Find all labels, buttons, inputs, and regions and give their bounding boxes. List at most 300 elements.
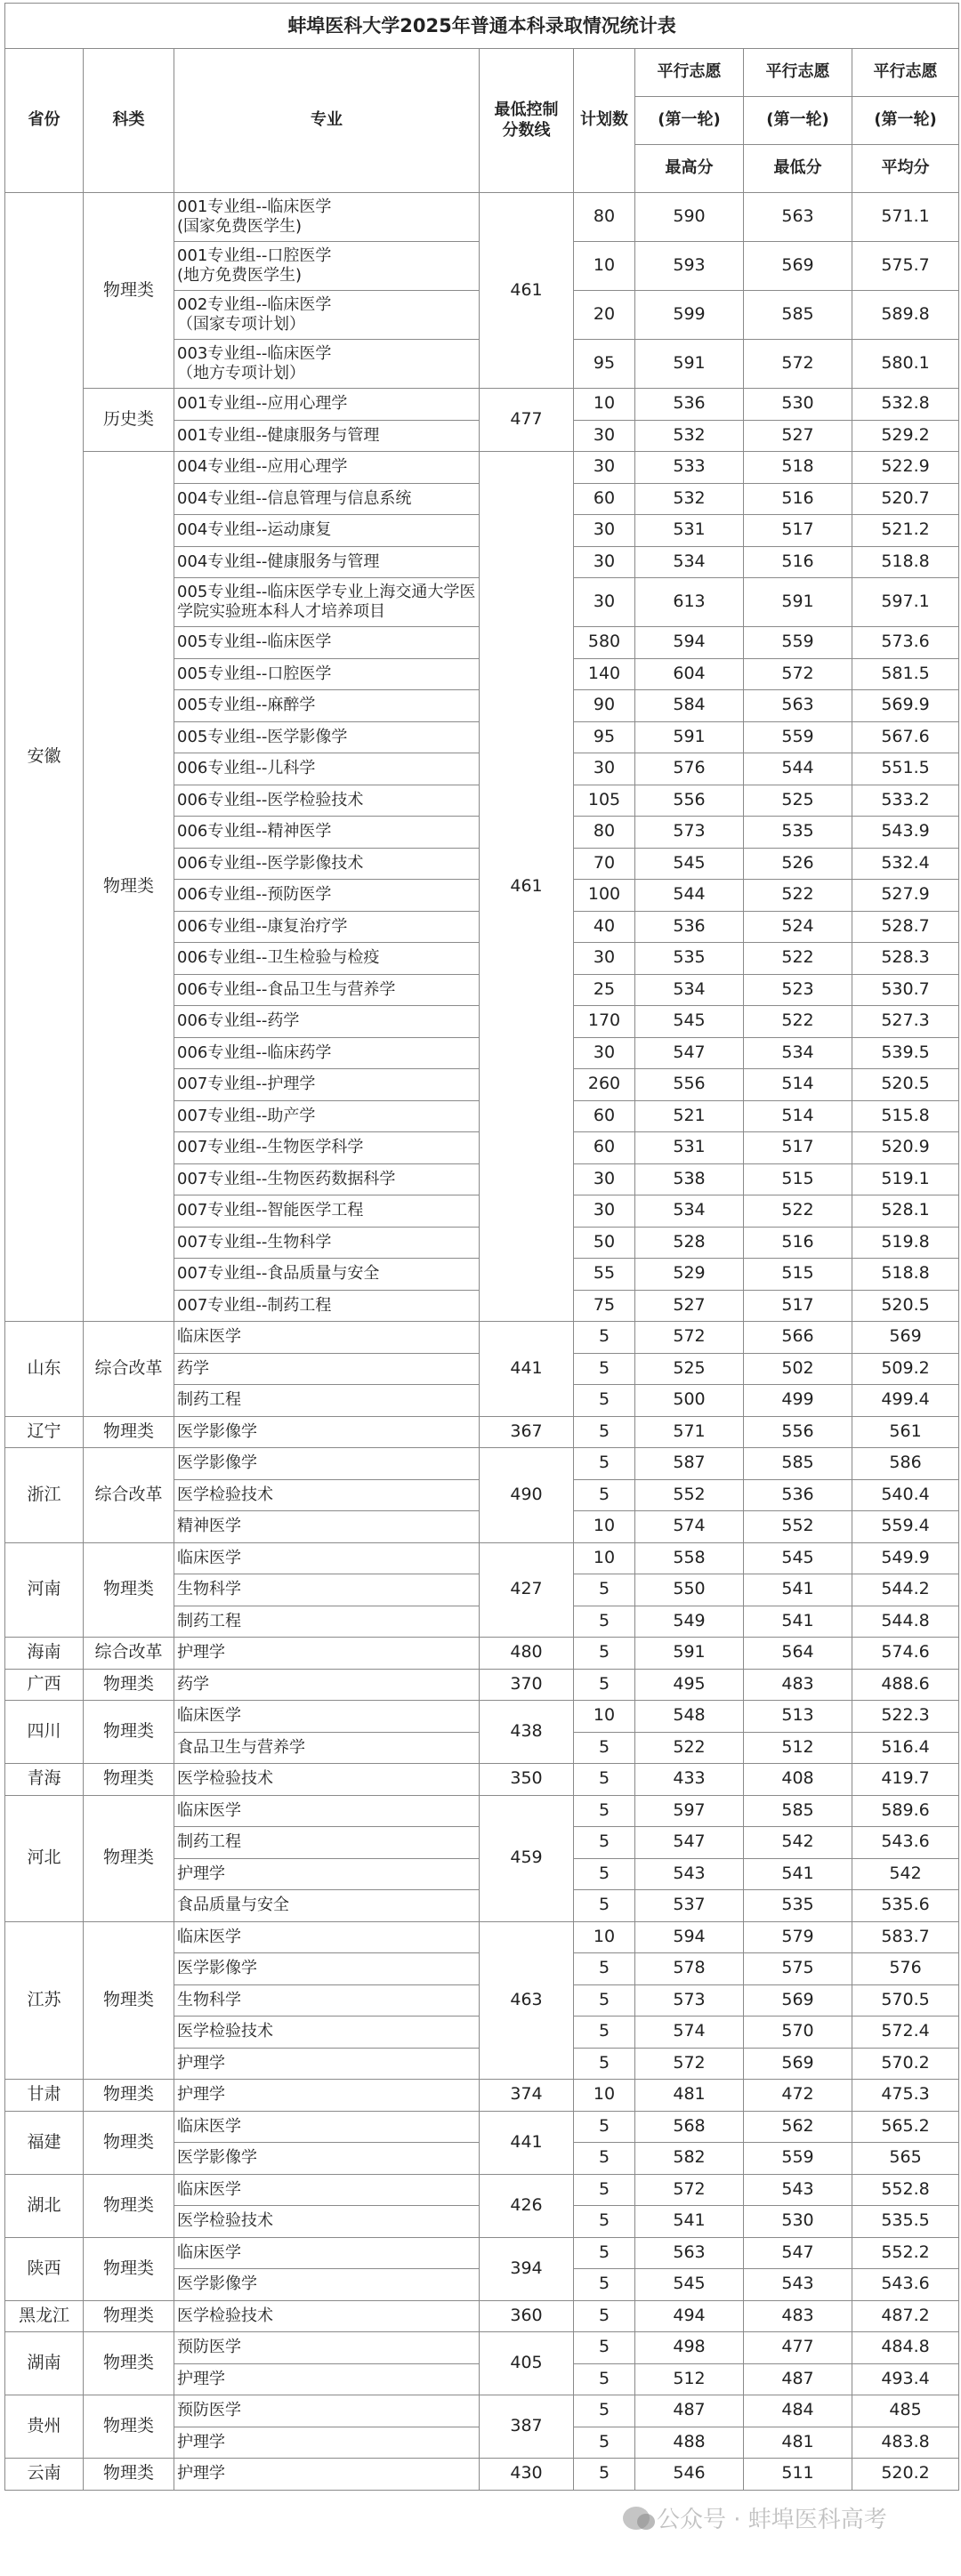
avg-score-cell: 549.9: [852, 1542, 959, 1574]
table-row: [5, 389, 959, 421]
control-line-cell: 490: [480, 1448, 574, 1543]
table-row: [5, 2111, 959, 2143]
plan-cell: 10: [574, 389, 635, 421]
major-cell: 007专业组--护理学: [174, 1069, 480, 1101]
max-score-cell: 547: [635, 1827, 744, 1859]
major-cell: 生物科学: [174, 1574, 480, 1606]
plan-cell: 60: [574, 1132, 635, 1164]
max-score-cell: 500: [635, 1385, 744, 1417]
avg-score-cell: 572.4: [852, 2017, 959, 2049]
min-score-cell: 559: [744, 627, 852, 659]
min-score-cell: 526: [744, 848, 852, 880]
major-cell: 医学检验技术: [174, 1764, 480, 1796]
major-cell: 临床医学: [174, 2174, 480, 2206]
plan-cell: 5: [574, 1606, 635, 1638]
plan-cell: 5: [574, 2143, 635, 2175]
avg-score-cell: 571.1: [852, 193, 959, 242]
admission-statistics-table: [4, 3, 959, 2491]
major-cell: 制药工程: [174, 1606, 480, 1638]
min-score-cell: 483: [744, 2300, 852, 2332]
min-score-cell: 563: [744, 690, 852, 722]
table-row: [5, 1669, 959, 1701]
province-cell: 甘肃: [5, 2080, 84, 2112]
min-score-cell: 522: [744, 1195, 852, 1228]
control-line-cell: 360: [480, 2300, 574, 2332]
plan-cell: 55: [574, 1259, 635, 1291]
avg-score-cell: 520.9: [852, 1132, 959, 1164]
major-cell: 007专业组--生物医学科学: [174, 1132, 480, 1164]
max-score-cell: 548: [635, 1701, 744, 1733]
max-score-cell: 533: [635, 452, 744, 484]
avg-score-cell: 520.5: [852, 1290, 959, 1322]
max-score-cell: 578: [635, 1953, 744, 1985]
avg-score-cell: 528.1: [852, 1195, 959, 1228]
max-score-cell: 522: [635, 1732, 744, 1764]
min-score-cell: 585: [744, 291, 852, 340]
min-score-cell: 579: [744, 1921, 852, 1953]
major-cell: 临床医学: [174, 1701, 480, 1733]
plan-cell: 30: [574, 1037, 635, 1069]
plan-cell: 30: [574, 515, 635, 547]
major-cell: 药学: [174, 1669, 480, 1701]
plan-cell: 5: [574, 1385, 635, 1417]
plan-cell: 5: [574, 2237, 635, 2269]
major-cell: 002专业组--临床医学 （国家专项计划）: [174, 291, 480, 340]
min-score-cell: 518: [744, 452, 852, 484]
max-score-cell: 604: [635, 658, 744, 690]
major-cell: 医学影像学: [174, 2143, 480, 2175]
min-score-cell: 522: [744, 943, 852, 975]
max-score-cell: 531: [635, 515, 744, 547]
avg-score-cell: 520.7: [852, 483, 959, 515]
category-cell: 历史类: [84, 389, 174, 452]
major-cell: 护理学: [174, 2427, 480, 2459]
control-line-cell: 426: [480, 2174, 574, 2237]
control-line-cell: 441: [480, 2111, 574, 2174]
control-line-cell: 367: [480, 1416, 574, 1448]
major-cell: 食品质量与安全: [174, 1890, 480, 1922]
control-line-cell: 374: [480, 2080, 574, 2112]
avg-score-cell: 552.2: [852, 2237, 959, 2269]
plan-cell: 30: [574, 1163, 635, 1195]
plan-cell: 30: [574, 452, 635, 484]
min-score-cell: 566: [744, 1322, 852, 1354]
avg-score-cell: 532.4: [852, 848, 959, 880]
max-score-cell: 591: [635, 340, 744, 389]
avg-score-cell: 551.5: [852, 753, 959, 785]
max-score-cell: 572: [635, 2048, 744, 2080]
avg-score-cell: 535.5: [852, 2206, 959, 2238]
max-score-cell: 525: [635, 1353, 744, 1385]
table-row: [5, 1921, 959, 1953]
min-score-cell: 535: [744, 817, 852, 849]
max-score-cell: 534: [635, 1195, 744, 1228]
max-score-cell: 531: [635, 1132, 744, 1164]
watermark: [623, 2501, 887, 2534]
avg-score-cell: 565: [852, 2143, 959, 2175]
control-line-cell: 438: [480, 1701, 574, 1764]
min-score-cell: 524: [744, 911, 852, 943]
header-control-line: 最低控制 分数线: [480, 49, 574, 193]
max-score-cell: 537: [635, 1890, 744, 1922]
min-score-cell: 530: [744, 2206, 852, 2238]
max-score-cell: 545: [635, 2269, 744, 2301]
plan-cell: 80: [574, 193, 635, 242]
avg-score-cell: 542: [852, 1858, 959, 1890]
max-score-cell: 558: [635, 1542, 744, 1574]
min-score-cell: 585: [744, 1795, 852, 1827]
major-cell: 临床医学: [174, 1921, 480, 1953]
min-score-cell: 516: [744, 483, 852, 515]
plan-cell: 5: [574, 1669, 635, 1701]
major-cell: 005专业组--医学影像学: [174, 721, 480, 753]
min-score-cell: 522: [744, 880, 852, 912]
max-score-cell: 536: [635, 389, 744, 421]
avg-score-cell: 484.8: [852, 2332, 959, 2364]
control-line-cell: 480: [480, 1638, 574, 1670]
min-score-cell: 502: [744, 1353, 852, 1385]
plan-cell: 30: [574, 753, 635, 785]
plan-cell: 25: [574, 974, 635, 1006]
max-score-cell: 535: [635, 943, 744, 975]
province-cell: 黑龙江: [5, 2300, 84, 2332]
major-cell: 006专业组--食品卫生与营养学: [174, 974, 480, 1006]
max-score-cell: 572: [635, 2174, 744, 2206]
avg-score-cell: 483.8: [852, 2427, 959, 2459]
province-cell: 湖北: [5, 2174, 84, 2237]
avg-score-cell: 485: [852, 2395, 959, 2427]
max-score-cell: 433: [635, 1764, 744, 1796]
min-score-cell: 516: [744, 546, 852, 578]
table-row: [5, 2395, 959, 2427]
plan-cell: 5: [574, 2459, 635, 2491]
avg-score-cell: 543.6: [852, 2269, 959, 2301]
plan-cell: 95: [574, 721, 635, 753]
avg-score-cell: 597.1: [852, 578, 959, 627]
major-cell: 006专业组--医学影像技术: [174, 848, 480, 880]
header-category: 科类: [84, 49, 174, 193]
max-score-cell: 538: [635, 1163, 744, 1195]
min-score-cell: 517: [744, 1290, 852, 1322]
header-min: 最低分: [744, 145, 852, 193]
major-cell: 食品卫生与营养学: [174, 1732, 480, 1764]
avg-score-cell: 519.8: [852, 1227, 959, 1259]
plan-cell: 5: [574, 2206, 635, 2238]
avg-score-cell: 493.4: [852, 2363, 959, 2395]
header-round-min: 平行志愿: [744, 49, 852, 97]
max-score-cell: 549: [635, 1606, 744, 1638]
avg-score-cell: 521.2: [852, 515, 959, 547]
min-score-cell: 484: [744, 2395, 852, 2427]
category-cell: 综合改革: [84, 1448, 174, 1543]
header-sub-max: (第一轮): [635, 97, 744, 145]
major-cell: 006专业组--康复治疗学: [174, 911, 480, 943]
category-cell: 物理类: [84, 1542, 174, 1638]
min-score-cell: 487: [744, 2363, 852, 2395]
max-score-cell: 481: [635, 2080, 744, 2112]
min-score-cell: 514: [744, 1100, 852, 1132]
control-line-cell: 350: [480, 1764, 574, 1796]
province-cell: 四川: [5, 1701, 84, 1764]
plan-cell: 5: [574, 1448, 635, 1480]
major-cell: 护理学: [174, 2080, 480, 2112]
control-line-cell: 441: [480, 1322, 574, 1417]
table-row: [5, 2080, 959, 2112]
avg-score-cell: 576: [852, 1953, 959, 1985]
plan-cell: 5: [574, 1638, 635, 1670]
table-row: [5, 1542, 959, 1574]
avg-score-cell: 509.2: [852, 1353, 959, 1385]
max-score-cell: 563: [635, 2237, 744, 2269]
avg-score-cell: 561: [852, 1416, 959, 1448]
major-cell: 003专业组--临床医学 （地方专项计划）: [174, 340, 480, 389]
plan-cell: 5: [574, 1858, 635, 1890]
max-score-cell: 545: [635, 1006, 744, 1038]
control-line-cell: 477: [480, 389, 574, 452]
plan-cell: 10: [574, 1701, 635, 1733]
plan-cell: 5: [574, 2363, 635, 2395]
category-cell: 综合改革: [84, 1322, 174, 1417]
plan-cell: 5: [574, 2017, 635, 2049]
avg-score-cell: 519.1: [852, 1163, 959, 1195]
plan-cell: 75: [574, 1290, 635, 1322]
avg-score-cell: 567.6: [852, 721, 959, 753]
major-cell: 临床医学: [174, 2237, 480, 2269]
plan-cell: 5: [574, 2111, 635, 2143]
plan-cell: 260: [574, 1069, 635, 1101]
max-score-cell: 487: [635, 2395, 744, 2427]
avg-score-cell: 528.3: [852, 943, 959, 975]
min-score-cell: 591: [744, 578, 852, 627]
avg-score-cell: 527.3: [852, 1006, 959, 1038]
major-cell: 007专业组--制药工程: [174, 1290, 480, 1322]
min-score-cell: 477: [744, 2332, 852, 2364]
major-cell: 006专业组--预防医学: [174, 880, 480, 912]
min-score-cell: 556: [744, 1416, 852, 1448]
min-score-cell: 543: [744, 2269, 852, 2301]
avg-score-cell: 419.7: [852, 1764, 959, 1796]
table-title: 蚌埠医科大学2025年普通本科录取情况统计表: [5, 4, 959, 49]
table-row: [5, 2174, 959, 2206]
province-cell: 海南: [5, 1638, 84, 1670]
plan-cell: 5: [574, 1953, 635, 1985]
max-score-cell: 552: [635, 1479, 744, 1511]
max-score-cell: 498: [635, 2332, 744, 2364]
watermark-text: 公众号 · 蚌埠医科高考: [657, 2507, 887, 2533]
major-cell: 精神医学: [174, 1511, 480, 1543]
category-cell: 物理类: [84, 2174, 174, 2237]
max-score-cell: 573: [635, 817, 744, 849]
major-cell: 006专业组--临床药学: [174, 1037, 480, 1069]
plan-cell: 5: [574, 1574, 635, 1606]
min-score-cell: 481: [744, 2427, 852, 2459]
max-score-cell: 594: [635, 627, 744, 659]
province-cell: 云南: [5, 2459, 84, 2491]
max-score-cell: 591: [635, 1638, 744, 1670]
province-cell: 贵州: [5, 2395, 84, 2459]
province-cell: 辽宁: [5, 1416, 84, 1448]
province-cell: 河北: [5, 1795, 84, 1921]
major-cell: 001专业组--应用心理学: [174, 389, 480, 421]
category-cell: 物理类: [84, 1795, 174, 1921]
min-score-cell: 585: [744, 1448, 852, 1480]
province-cell: 福建: [5, 2111, 84, 2174]
major-cell: 005专业组--临床医学专业上海交通大学医学院实验班本科人才培养项目: [174, 578, 480, 627]
plan-cell: 40: [574, 911, 635, 943]
max-score-cell: 529: [635, 1259, 744, 1291]
avg-score-cell: 559.4: [852, 1511, 959, 1543]
table-row: [5, 193, 959, 242]
avg-score-cell: 586: [852, 1448, 959, 1480]
province-cell: 湖南: [5, 2332, 84, 2395]
table-row: [5, 2237, 959, 2269]
avg-score-cell: 575.7: [852, 242, 959, 291]
province-cell: 广西: [5, 1669, 84, 1701]
min-score-cell: 534: [744, 1037, 852, 1069]
avg-score-cell: 573.6: [852, 627, 959, 659]
max-score-cell: 571: [635, 1416, 744, 1448]
avg-score-cell: 499.4: [852, 1385, 959, 1417]
min-score-cell: 514: [744, 1069, 852, 1101]
major-cell: 医学影像学: [174, 1448, 480, 1480]
header-major: 专业: [174, 49, 480, 193]
max-score-cell: 574: [635, 2017, 744, 2049]
avg-score-cell: 569: [852, 1322, 959, 1354]
avg-score-cell: 522.9: [852, 452, 959, 484]
major-cell: 004专业组--应用心理学: [174, 452, 480, 484]
plan-cell: 170: [574, 1006, 635, 1038]
table-row: [5, 1795, 959, 1827]
avg-score-cell: 518.8: [852, 1259, 959, 1291]
avg-score-cell: 540.4: [852, 1479, 959, 1511]
max-score-cell: 590: [635, 193, 744, 242]
plan-cell: 30: [574, 420, 635, 452]
major-cell: 004专业组--运动康复: [174, 515, 480, 547]
plan-cell: 5: [574, 2048, 635, 2080]
category-cell: 物理类: [84, 1416, 174, 1448]
min-score-cell: 511: [744, 2459, 852, 2491]
major-cell: 护理学: [174, 2459, 480, 2491]
table-row: [5, 1322, 959, 1354]
plan-cell: 30: [574, 1195, 635, 1228]
plan-cell: 5: [574, 1732, 635, 1764]
max-score-cell: 594: [635, 1921, 744, 1953]
plan-cell: 580: [574, 627, 635, 659]
header-max: 最高分: [635, 145, 744, 193]
max-score-cell: 536: [635, 911, 744, 943]
avg-score-cell: 574.6: [852, 1638, 959, 1670]
max-score-cell: 543: [635, 1858, 744, 1890]
plan-cell: 5: [574, 1479, 635, 1511]
category-cell: 物理类: [84, 2332, 174, 2395]
wechat-icon: [623, 2507, 650, 2530]
major-cell: 预防医学: [174, 2332, 480, 2364]
max-score-cell: 597: [635, 1795, 744, 1827]
max-score-cell: 546: [635, 2459, 744, 2491]
avg-score-cell: 589.6: [852, 1795, 959, 1827]
max-score-cell: 572: [635, 1322, 744, 1354]
min-score-cell: 545: [744, 1542, 852, 1574]
max-score-cell: 545: [635, 848, 744, 880]
control-line-cell: 427: [480, 1542, 574, 1638]
min-score-cell: 517: [744, 1132, 852, 1164]
avg-score-cell: 589.8: [852, 291, 959, 340]
max-score-cell: 547: [635, 1037, 744, 1069]
avg-score-cell: 543.6: [852, 1827, 959, 1859]
category-cell: 物理类: [84, 2237, 174, 2300]
min-score-cell: 515: [744, 1259, 852, 1291]
major-cell: 生物科学: [174, 1984, 480, 2017]
category-cell: 物理类: [84, 2111, 174, 2174]
major-cell: 护理学: [174, 2048, 480, 2080]
province-cell: 山东: [5, 1322, 84, 1417]
category-cell: 物理类: [84, 1921, 174, 2080]
category-cell: 物理类: [84, 2300, 174, 2332]
plan-cell: 10: [574, 242, 635, 291]
major-cell: 医学检验技术: [174, 2206, 480, 2238]
major-cell: 制药工程: [174, 1385, 480, 1417]
table-body: [5, 193, 959, 2491]
min-score-cell: 499: [744, 1385, 852, 1417]
max-score-cell: 556: [635, 785, 744, 817]
plan-cell: 5: [574, 2332, 635, 2364]
major-cell: 004专业组--信息管理与信息系统: [174, 483, 480, 515]
avg-score-cell: 487.2: [852, 2300, 959, 2332]
province-cell: 浙江: [5, 1448, 84, 1543]
header-plan: 计划数: [574, 49, 635, 193]
min-score-cell: 522: [744, 1006, 852, 1038]
plan-cell: 90: [574, 690, 635, 722]
control-line-cell: 461: [480, 193, 574, 389]
category-cell: 物理类: [84, 2395, 174, 2459]
plan-cell: 5: [574, 1353, 635, 1385]
min-score-cell: 527: [744, 420, 852, 452]
min-score-cell: 483: [744, 1669, 852, 1701]
category-cell: 物理类: [84, 2080, 174, 2112]
plan-cell: 5: [574, 2269, 635, 2301]
avg-score-cell: 539.5: [852, 1037, 959, 1069]
major-cell: 临床医学: [174, 1795, 480, 1827]
plan-cell: 5: [574, 1764, 635, 1796]
plan-cell: 60: [574, 1100, 635, 1132]
major-cell: 预防医学: [174, 2395, 480, 2427]
max-score-cell: 599: [635, 291, 744, 340]
major-cell: 医学检验技术: [174, 2017, 480, 2049]
avg-score-cell: 515.8: [852, 1100, 959, 1132]
max-score-cell: 587: [635, 1448, 744, 1480]
max-score-cell: 534: [635, 974, 744, 1006]
table-row: [5, 2332, 959, 2364]
max-score-cell: 532: [635, 483, 744, 515]
min-score-cell: 535: [744, 1890, 852, 1922]
min-score-cell: 515: [744, 1163, 852, 1195]
avg-score-cell: 544.2: [852, 1574, 959, 1606]
min-score-cell: 544: [744, 753, 852, 785]
min-score-cell: 547: [744, 2237, 852, 2269]
avg-score-cell: 520.5: [852, 1069, 959, 1101]
major-cell: 007专业组--食品质量与安全: [174, 1259, 480, 1291]
major-cell: 005专业组--麻醉学: [174, 690, 480, 722]
major-cell: 护理学: [174, 1638, 480, 1670]
min-score-cell: 541: [744, 1606, 852, 1638]
plan-cell: 105: [574, 785, 635, 817]
avg-score-cell: 583.7: [852, 1921, 959, 1953]
province-cell: 河南: [5, 1542, 84, 1638]
max-score-cell: 574: [635, 1511, 744, 1543]
min-score-cell: 541: [744, 1574, 852, 1606]
plan-cell: 5: [574, 1322, 635, 1354]
plan-cell: 5: [574, 2174, 635, 2206]
